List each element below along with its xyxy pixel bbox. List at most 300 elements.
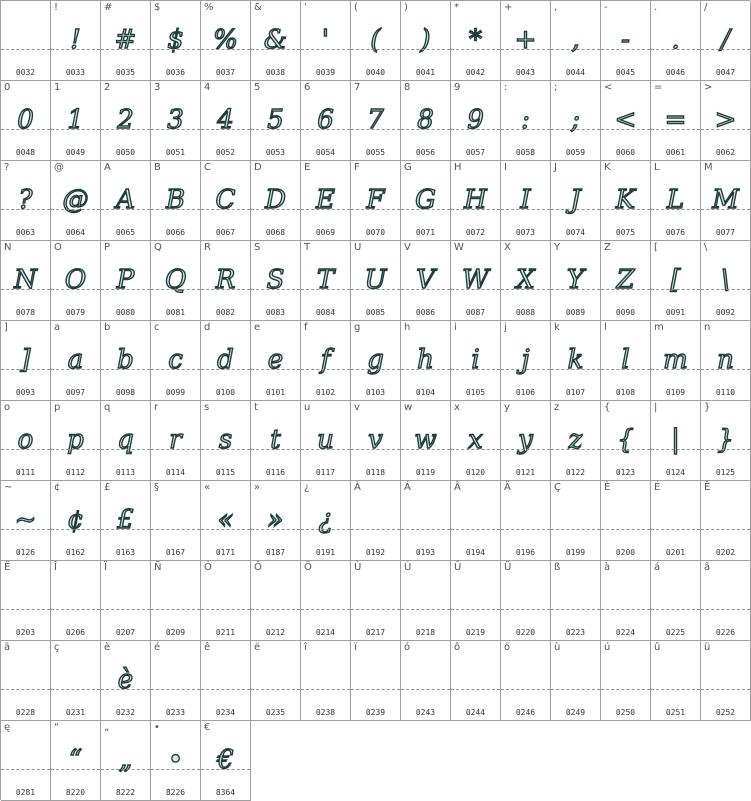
glyph-cell-label: W — [454, 242, 464, 253]
baseline-guide — [401, 129, 450, 130]
glyph-code: 0050 — [115, 148, 136, 157]
glyph-cell[interactable] — [51, 561, 101, 641]
glyph-code: 0084 — [315, 308, 336, 317]
glyph-code: 0070 — [365, 228, 386, 237]
glyph-cell[interactable] — [301, 641, 351, 721]
glyph-code: 0112 — [65, 468, 86, 477]
baseline-guide — [1, 289, 50, 290]
glyph-cell-label: à — [604, 562, 611, 573]
glyph-cell[interactable] — [401, 481, 451, 561]
glyph-cell[interactable] — [101, 561, 151, 641]
baseline-guide — [51, 209, 100, 210]
glyph-sample: 5 — [267, 105, 284, 135]
glyph-cell[interactable] — [151, 721, 201, 801]
glyph-cell[interactable] — [301, 561, 351, 641]
glyph-code: 0202 — [715, 548, 736, 557]
glyph-code: 0079 — [65, 308, 86, 317]
glyph-cell[interactable] — [301, 81, 351, 161]
glyph-cell-label: \ — [704, 242, 708, 253]
glyph-cell[interactable] — [551, 161, 601, 241]
glyph-cell[interactable] — [351, 481, 401, 561]
glyph-cell[interactable] — [1, 1, 51, 81]
glyph-cell[interactable] — [251, 1, 301, 81]
glyph-code: 0162 — [65, 548, 86, 557]
glyph-cell[interactable] — [51, 641, 101, 721]
baseline-guide — [701, 609, 750, 610]
glyph-cell[interactable] — [701, 401, 751, 481]
glyph-sample: = — [664, 105, 687, 135]
glyph-cell-label: Ç — [554, 482, 561, 493]
glyph-cell-label: v — [354, 402, 360, 413]
glyph-cell[interactable] — [651, 241, 701, 321]
glyph-sample — [651, 499, 700, 541]
glyph-cell[interactable] — [301, 321, 351, 401]
glyph-cell[interactable] — [251, 641, 301, 721]
glyph-cell[interactable] — [551, 481, 601, 561]
baseline-guide — [51, 49, 100, 50]
glyph-cell[interactable] — [501, 161, 551, 241]
glyph-cell[interactable] — [351, 81, 401, 161]
baseline-guide — [201, 289, 250, 290]
glyph-cell-label: m — [654, 322, 664, 333]
glyph-cell[interactable] — [51, 401, 101, 481]
glyph-sample: / — [721, 25, 730, 55]
glyph-cell-label: 5 — [254, 82, 261, 93]
baseline-guide — [251, 609, 300, 610]
glyph-cell-label: | — [654, 402, 658, 413]
glyph-cell[interactable] — [651, 401, 701, 481]
glyph-cell[interactable] — [501, 321, 551, 401]
glyph-cell[interactable] — [1, 81, 51, 161]
glyph-sample: G — [415, 185, 436, 215]
glyph-cell[interactable] — [451, 241, 501, 321]
glyph-code: 0106 — [515, 388, 536, 397]
glyph-sample: t — [270, 425, 281, 455]
glyph-cell[interactable] — [551, 241, 601, 321]
glyph-code: 0122 — [565, 468, 586, 477]
glyph-sample: d — [217, 345, 234, 375]
glyph-sample: L — [666, 185, 685, 215]
glyph-cell[interactable] — [601, 481, 651, 561]
baseline-guide — [451, 609, 500, 610]
baseline-guide — [351, 449, 400, 450]
glyph-cell[interactable] — [1, 241, 51, 321]
glyph-cell[interactable] — [401, 561, 451, 641]
glyph-cell[interactable] — [501, 241, 551, 321]
glyph-code: 0281 — [15, 788, 36, 797]
glyph-cell-label: ó — [404, 642, 411, 653]
glyph-cell-label: % — [204, 2, 214, 13]
glyph-cell[interactable] — [651, 481, 701, 561]
glyph-code: 0102 — [315, 388, 336, 397]
glyph-cell[interactable] — [151, 641, 201, 721]
glyph-cell[interactable] — [1, 161, 51, 241]
glyph-cell-label: § — [154, 482, 159, 493]
baseline-guide — [151, 689, 200, 690]
glyph-cell-label: C — [204, 162, 211, 173]
glyph-cell[interactable] — [401, 401, 451, 481]
glyph-cell[interactable] — [101, 321, 151, 401]
baseline-guide — [501, 369, 550, 370]
baseline-guide — [251, 529, 300, 530]
glyph-cell[interactable] — [101, 161, 151, 241]
glyph-cell-label: b — [104, 322, 111, 333]
glyph-cell-label: * — [454, 2, 459, 13]
glyph-cell[interactable] — [351, 401, 401, 481]
glyph-code: 0167 — [165, 548, 186, 557]
glyph-sample: j — [521, 345, 530, 375]
glyph-cell[interactable] — [301, 161, 351, 241]
glyph-cell-label: ú — [604, 642, 611, 653]
baseline-guide — [301, 289, 350, 290]
glyph-cell[interactable] — [701, 561, 751, 641]
glyph-cell[interactable] — [101, 641, 151, 721]
baseline-guide — [1, 689, 50, 690]
glyph-cell[interactable] — [601, 161, 651, 241]
glyph-code: 0191 — [315, 548, 336, 557]
glyph-cell[interactable] — [401, 321, 451, 401]
glyph-cell[interactable] — [651, 561, 701, 641]
glyph-cell[interactable] — [201, 1, 251, 81]
baseline-guide — [51, 529, 100, 530]
glyph-cell[interactable] — [251, 241, 301, 321]
glyph-cell[interactable] — [151, 161, 201, 241]
glyph-cell[interactable] — [101, 401, 151, 481]
glyph-code: 0223 — [565, 628, 586, 637]
glyph-cell[interactable] — [251, 481, 301, 561]
glyph-cell[interactable] — [1, 401, 51, 481]
glyph-cell[interactable] — [701, 481, 751, 561]
glyph-code: 0063 — [15, 228, 36, 237]
glyph-code: 0233 — [165, 708, 186, 717]
glyph-cell[interactable] — [701, 241, 751, 321]
glyph-cell-label: Ù — [354, 562, 362, 573]
baseline-guide — [501, 529, 550, 530]
glyph-cell[interactable] — [451, 401, 501, 481]
glyph-cell[interactable] — [201, 81, 251, 161]
glyph-cell[interactable] — [351, 161, 401, 241]
baseline-guide — [101, 129, 150, 130]
glyph-sample: „ — [118, 745, 133, 775]
glyph-cell-label: ? — [4, 162, 10, 173]
baseline-guide — [451, 129, 500, 130]
glyph-cell[interactable] — [401, 161, 451, 241]
baseline-guide — [251, 369, 300, 370]
glyph-cell-label: Ü — [504, 562, 512, 573]
glyph-sample — [551, 499, 600, 541]
glyph-cell-label: R — [204, 242, 211, 253]
glyph-cell[interactable] — [51, 481, 101, 561]
glyph-cell-label: s — [204, 402, 210, 413]
glyph-sample: : — [521, 105, 530, 135]
glyph-cell[interactable] — [451, 641, 501, 721]
glyph-cell[interactable] — [251, 81, 301, 161]
glyph-cell[interactable] — [1, 481, 51, 561]
glyph-sample: g — [367, 345, 384, 375]
glyph-cell[interactable] — [201, 241, 251, 321]
glyph-cell[interactable] — [251, 161, 301, 241]
glyph-cell[interactable] — [501, 1, 551, 81]
glyph-cell[interactable] — [401, 1, 451, 81]
baseline-guide — [701, 529, 750, 530]
glyph-cell[interactable] — [551, 561, 601, 641]
glyph-cell[interactable] — [601, 321, 651, 401]
glyph-cell[interactable] — [601, 1, 651, 81]
glyph-cell[interactable] — [201, 401, 251, 481]
glyph-cell-label: t — [254, 402, 258, 413]
glyph-sample: c — [168, 345, 183, 375]
glyph-cell[interactable] — [301, 401, 351, 481]
glyph-sample: V — [416, 265, 435, 295]
glyph-cell[interactable] — [651, 161, 701, 241]
glyph-cell-label: » — [254, 482, 261, 493]
glyph-code: 0252 — [715, 708, 736, 717]
glyph-cell-label: 4 — [204, 82, 211, 93]
baseline-guide — [401, 609, 450, 610]
baseline-guide — [151, 769, 200, 770]
glyph-cell[interactable] — [601, 641, 651, 721]
glyph-cell[interactable] — [151, 561, 201, 641]
glyph-sample — [351, 579, 400, 621]
baseline-guide — [351, 289, 400, 290]
glyph-cell[interactable] — [151, 1, 201, 81]
baseline-guide — [601, 529, 650, 530]
glyph-cell[interactable] — [501, 81, 551, 161]
glyph-cell[interactable] — [451, 1, 501, 81]
glyph-code: 0048 — [15, 148, 36, 157]
glyph-cell-label: E — [304, 162, 311, 173]
glyph-sample: b — [117, 345, 134, 375]
glyph-cell[interactable] — [1, 721, 51, 801]
glyph-code: 0091 — [665, 308, 686, 317]
glyph-cell[interactable] — [51, 161, 101, 241]
glyph-sample: ¿ — [318, 505, 333, 535]
glyph-cell[interactable] — [701, 641, 751, 721]
glyph-sample: @ — [62, 185, 89, 215]
glyph-cell[interactable] — [1, 561, 51, 641]
glyph-cell[interactable] — [551, 321, 601, 401]
glyph-sample: ~ — [14, 505, 37, 535]
glyph-cell[interactable] — [201, 481, 251, 561]
glyph-code: 0206 — [65, 628, 86, 637]
baseline-guide — [301, 49, 350, 50]
glyph-cell[interactable] — [701, 321, 751, 401]
glyph-sample: I — [520, 185, 531, 215]
glyph-cell[interactable] — [351, 241, 401, 321]
glyph-code: 0219 — [465, 628, 486, 637]
glyph-cell[interactable] — [101, 81, 151, 161]
glyph-cell-label: @ — [54, 162, 64, 173]
glyph-code: 0088 — [515, 308, 536, 317]
baseline-guide — [151, 449, 200, 450]
glyph-cell-label: ç — [54, 642, 60, 653]
glyph-code: 0108 — [615, 388, 636, 397]
glyph-cell-label: d — [204, 322, 211, 333]
glyph-sample: o — [17, 425, 34, 455]
glyph-cell[interactable] — [251, 401, 301, 481]
glyph-cell[interactable] — [101, 241, 151, 321]
glyph-cell[interactable] — [401, 641, 451, 721]
glyph-cell[interactable] — [201, 561, 251, 641]
baseline-guide — [51, 689, 100, 690]
glyph-code: 0113 — [115, 468, 136, 477]
glyph-cell[interactable] — [51, 81, 101, 161]
glyph-cell[interactable] — [151, 241, 201, 321]
glyph-code: 0239 — [365, 708, 386, 717]
glyph-cell-label: L — [654, 162, 660, 173]
glyph-cell[interactable] — [51, 241, 101, 321]
glyph-cell[interactable] — [651, 81, 701, 161]
glyph-cell[interactable] — [601, 81, 651, 161]
baseline-guide — [601, 609, 650, 610]
glyph-cell[interactable] — [401, 81, 451, 161]
glyph-cell[interactable] — [301, 1, 351, 81]
glyph-code: 0097 — [65, 388, 86, 397]
glyph-cell-label: { — [604, 402, 611, 413]
glyph-cell-label: K — [604, 162, 611, 173]
glyph-cell[interactable] — [401, 241, 451, 321]
glyph-sample: # — [114, 25, 137, 55]
glyph-cell[interactable] — [451, 481, 501, 561]
glyph-code: 0081 — [165, 308, 186, 317]
glyph-cell[interactable] — [51, 1, 101, 81]
glyph-sample: T — [316, 265, 335, 295]
glyph-cell[interactable] — [151, 401, 201, 481]
glyph-code: 0196 — [515, 548, 536, 557]
glyph-cell[interactable] — [301, 241, 351, 321]
glyph-cell-label: : — [504, 82, 508, 93]
glyph-cell[interactable] — [301, 481, 351, 561]
glyph-sample: s — [218, 425, 233, 455]
glyph-cell-label: ~ — [4, 482, 13, 493]
glyph-cell[interactable] — [501, 561, 551, 641]
glyph-code: 0078 — [15, 308, 36, 317]
glyph-code: 0074 — [565, 228, 586, 237]
glyph-sample: m — [663, 345, 688, 375]
glyph-code: 0064 — [65, 228, 86, 237]
glyph-sample — [501, 579, 550, 621]
glyph-cell[interactable] — [551, 641, 601, 721]
baseline-guide — [51, 609, 100, 610]
glyph-cell[interactable] — [551, 401, 601, 481]
baseline-guide — [701, 129, 750, 130]
glyph-cell-label: 3 — [154, 82, 161, 93]
glyph-cell[interactable] — [51, 321, 101, 401]
glyph-code: 0235 — [265, 708, 286, 717]
glyph-cell[interactable] — [651, 1, 701, 81]
glyph-code: 0068 — [265, 228, 286, 237]
glyph-cell-label: ï — [354, 642, 357, 653]
baseline-guide — [551, 609, 600, 610]
glyph-cell[interactable] — [601, 401, 651, 481]
glyph-cell[interactable] — [201, 641, 251, 721]
glyph-cell[interactable] — [701, 1, 751, 81]
glyph-sample: B — [165, 185, 186, 215]
glyph-cell-label: J — [554, 162, 557, 173]
glyph-sample: v — [368, 425, 383, 455]
glyph-cell[interactable] — [701, 81, 751, 161]
glyph-cell[interactable] — [601, 241, 651, 321]
baseline-guide — [1, 369, 50, 370]
glyph-sample: n — [717, 345, 734, 375]
glyph-code: 0051 — [165, 148, 186, 157]
glyph-cell[interactable] — [351, 641, 401, 721]
baseline-guide — [351, 209, 400, 210]
glyph-code: 0123 — [615, 468, 636, 477]
glyph-cell[interactable] — [351, 1, 401, 81]
glyph-sample — [651, 579, 700, 621]
glyph-cell[interactable] — [451, 161, 501, 241]
glyph-cell[interactable] — [201, 721, 251, 801]
glyph-cell[interactable] — [201, 321, 251, 401]
glyph-cell[interactable] — [151, 81, 201, 161]
baseline-guide — [401, 689, 450, 690]
glyph-cell[interactable] — [451, 321, 501, 401]
glyph-cell[interactable] — [701, 161, 751, 241]
glyph-cell[interactable] — [601, 561, 651, 641]
glyph-sample: ? — [18, 185, 33, 215]
glyph-code: 0194 — [465, 548, 486, 557]
glyph-cell-label: Î — [54, 562, 57, 573]
glyph-cell-label: U — [354, 242, 362, 253]
glyph-cell[interactable] — [651, 641, 701, 721]
glyph-cell-label: i — [454, 322, 457, 333]
glyph-code: 0043 — [515, 68, 536, 77]
glyph-cell-label: Q — [154, 242, 162, 253]
glyph-cell[interactable] — [251, 321, 301, 401]
glyph-cell[interactable] — [451, 561, 501, 641]
glyph-cell[interactable] — [501, 401, 551, 481]
glyph-cell-label: B — [154, 162, 161, 173]
glyph-cell-label: Ê — [704, 482, 711, 493]
glyph-cell[interactable] — [651, 321, 701, 401]
glyph-cell-label: h — [404, 322, 411, 333]
glyph-code: 0199 — [565, 548, 586, 557]
baseline-guide — [101, 369, 150, 370]
glyph-cell[interactable] — [151, 321, 201, 401]
glyph-sample: q — [117, 425, 134, 455]
glyph-code: 0098 — [115, 388, 136, 397]
glyph-cell[interactable] — [501, 481, 551, 561]
glyph-cell[interactable] — [101, 721, 151, 801]
glyph-cell[interactable] — [551, 81, 601, 161]
glyph-cell[interactable] — [351, 561, 401, 641]
baseline-guide — [701, 369, 750, 370]
glyph-cell[interactable] — [201, 161, 251, 241]
glyph-cell[interactable] — [251, 561, 301, 641]
glyph-cell[interactable] — [351, 321, 401, 401]
glyph-cell-label: Ö — [304, 562, 312, 573]
glyph-cell[interactable] — [451, 81, 501, 161]
baseline-guide — [1, 209, 50, 210]
glyph-cell[interactable] — [101, 481, 151, 561]
glyph-cell[interactable] — [51, 721, 101, 801]
baseline-guide — [651, 49, 700, 50]
glyph-cell-label: z — [554, 402, 560, 413]
baseline-guide — [301, 689, 350, 690]
glyph-cell[interactable] — [101, 1, 151, 81]
glyph-code: 0207 — [115, 628, 136, 637]
baseline-guide — [501, 449, 550, 450]
glyph-cell[interactable] — [551, 1, 601, 81]
glyph-code: 0038 — [265, 68, 286, 77]
baseline-guide — [151, 529, 200, 530]
glyph-cell[interactable] — [1, 641, 51, 721]
glyph-cell[interactable] — [151, 481, 201, 561]
glyph-cell[interactable] — [1, 321, 51, 401]
glyph-cell[interactable] — [501, 641, 551, 721]
glyph-code: 0218 — [415, 628, 436, 637]
